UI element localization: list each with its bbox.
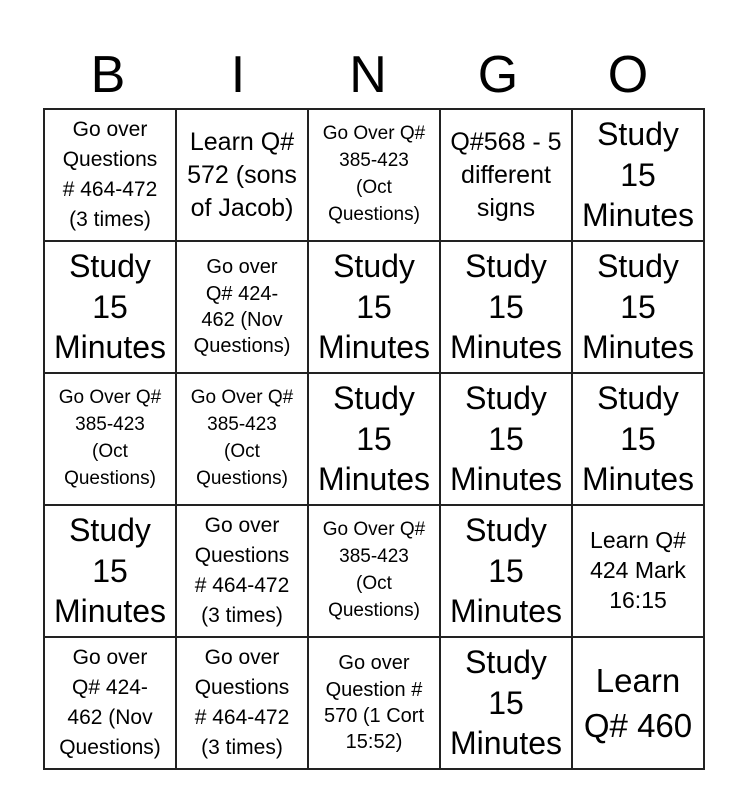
cell-text: [177, 254, 307, 360]
cell-line: 15: [92, 552, 128, 589]
cell-line: (Oct: [92, 441, 128, 462]
cell-line: Study: [597, 379, 679, 416]
cell-text: [309, 378, 439, 501]
bingo-cell-g3[interactable]: [440, 373, 572, 505]
cell-line: (Oct: [356, 573, 392, 594]
cell-line: 15: [488, 684, 524, 721]
cell-text: [177, 385, 307, 493]
header-letter-n: N: [349, 46, 387, 104]
board-row: [44, 373, 704, 505]
cell-line: Questions: [194, 543, 290, 567]
bingo-cell-i1[interactable]: [176, 109, 308, 241]
cell-line: 15: [620, 420, 656, 457]
cell-line: Minutes: [53, 329, 167, 366]
cell-text: [441, 378, 571, 501]
board-row: [44, 637, 704, 769]
cell-text: [573, 246, 703, 369]
cell-line: Questions: [194, 675, 290, 699]
bingo-cell-g4[interactable]: [440, 505, 572, 637]
cell-text: [573, 658, 703, 748]
cell-line: # 464-472: [194, 574, 290, 597]
cell-line: 15: [620, 288, 656, 325]
cell-line: Minutes: [449, 725, 563, 762]
cell-text: [45, 385, 175, 493]
cell-text: [45, 510, 175, 633]
cell-line: Study: [69, 247, 151, 284]
cell-text: [441, 246, 571, 369]
cell-line: # 464-472: [194, 706, 290, 729]
bingo-cell-n4[interactable]: [308, 505, 440, 637]
header-letter-b: B: [90, 46, 126, 104]
cell-line: Study: [597, 115, 679, 152]
bingo-cell-b2[interactable]: [44, 241, 176, 373]
bingo-cell-o5[interactable]: [572, 637, 704, 769]
bingo-header: [43, 44, 693, 106]
cell-line: 570 (1 Cort: [323, 705, 425, 727]
cell-line: Q#568 - 5: [450, 127, 562, 156]
cell-line: Go over: [72, 117, 148, 141]
bingo-cell-g1[interactable]: [440, 109, 572, 241]
cell-line: 15: [356, 288, 392, 325]
board-row: [44, 241, 704, 373]
header-letter-o: O: [607, 46, 649, 104]
cell-line: 15: [620, 156, 656, 193]
cell-line: Questions): [64, 467, 156, 489]
bingo-cell-i5[interactable]: [176, 637, 308, 769]
cell-line: 385-423: [207, 414, 277, 436]
cell-line: Minutes: [581, 461, 695, 498]
cell-line: Learn Q#: [590, 527, 686, 554]
cell-line: Questions): [328, 599, 420, 621]
cell-line: Questions): [193, 335, 291, 358]
cell-line: Minutes: [317, 329, 431, 366]
cell-text: [309, 121, 439, 229]
bingo-cell-i4[interactable]: [176, 505, 308, 637]
cell-line: Questions): [196, 467, 288, 489]
cell-line: (3 times): [201, 604, 283, 628]
cell-text: [45, 115, 175, 236]
bingo-cell-g2[interactable]: [440, 241, 572, 373]
cell-line: Questions: [62, 147, 158, 171]
cell-text: [177, 643, 307, 764]
cell-line: Minutes: [449, 593, 563, 630]
cell-line: (Oct: [356, 177, 392, 198]
cell-line: Study: [597, 247, 679, 284]
cell-line: 462 (Nov: [67, 706, 153, 729]
cell-line: Minutes: [581, 329, 695, 366]
cell-line: Study: [333, 379, 415, 416]
bingo-cell-n2[interactable]: [308, 241, 440, 373]
cell-line: Go over: [204, 513, 280, 537]
cell-line: # 464-472: [62, 178, 158, 201]
cell-line: Questions): [328, 203, 420, 225]
header-letter-i: I: [230, 46, 246, 104]
bingo-cell-o4[interactable]: [572, 505, 704, 637]
cell-line: Study: [465, 643, 547, 680]
cell-line: Minutes: [449, 329, 563, 366]
cell-line: of Jacob): [190, 193, 294, 222]
cell-line: different: [461, 160, 551, 189]
cell-line: Go over: [72, 645, 148, 669]
cell-line: 15:52): [345, 731, 403, 754]
cell-text: [45, 643, 175, 764]
cell-text: [441, 510, 571, 633]
cell-text: [441, 642, 571, 765]
bingo-cell-o3[interactable]: [572, 373, 704, 505]
cell-text: [573, 114, 703, 237]
cell-line: Study: [333, 247, 415, 284]
bingo-cell-n5[interactable]: [308, 637, 440, 769]
cell-line: 572 (sons: [187, 160, 297, 189]
cell-text: [573, 378, 703, 501]
cell-line: Go over: [204, 645, 280, 669]
cell-line: Go Over Q#: [58, 387, 162, 409]
cell-text: [573, 526, 703, 616]
bingo-cell-n1[interactable]: [308, 109, 440, 241]
bingo-cell-o2[interactable]: [572, 241, 704, 373]
cell-line: Go Over Q#: [322, 519, 426, 541]
cell-line: Learn: [595, 661, 681, 699]
bingo-board-body: [44, 109, 704, 769]
cell-line: Go Over Q#: [190, 387, 294, 409]
cell-line: Q# 460: [583, 707, 693, 744]
cell-line: Go over: [338, 652, 410, 675]
bingo-cell-b5[interactable]: [44, 637, 176, 769]
cell-line: Study: [465, 511, 547, 548]
cell-line: 15: [488, 552, 524, 589]
cell-line: Study: [465, 379, 547, 416]
cell-line: 385-423: [339, 150, 409, 172]
bingo-cell-i3[interactable]: [176, 373, 308, 505]
cell-line: Study: [465, 247, 547, 284]
cell-line: Q# 424-: [72, 675, 148, 699]
cell-line: Question #: [325, 678, 423, 701]
cell-text: [309, 246, 439, 369]
cell-line: 385-423: [75, 414, 145, 436]
cell-line: 15: [488, 288, 524, 325]
cell-line: Minutes: [581, 197, 695, 234]
cell-line: Minutes: [53, 593, 167, 630]
cell-text: [441, 126, 571, 225]
cell-line: (3 times): [69, 208, 151, 232]
cell-line: Minutes: [449, 461, 563, 498]
bingo-board: [43, 108, 705, 770]
cell-line: 15: [488, 420, 524, 457]
cell-line: (Oct: [224, 441, 260, 462]
board-row: [44, 109, 704, 241]
cell-line: Minutes: [317, 461, 431, 498]
cell-line: 16:15: [609, 586, 667, 613]
bingo-cell-b3[interactable]: [44, 373, 176, 505]
cell-line: Questions): [59, 736, 161, 760]
cell-text: [309, 650, 439, 756]
cell-text: [45, 246, 175, 369]
cell-text: [177, 126, 307, 225]
cell-line: signs: [476, 193, 536, 222]
bingo-cell-i2[interactable]: [176, 241, 308, 373]
bingo-cell-n3[interactable]: [308, 373, 440, 505]
header-letter-g: G: [477, 46, 519, 104]
bingo-cell-b1[interactable]: [44, 109, 176, 241]
bingo-cell-b4[interactable]: [44, 505, 176, 637]
cell-line: 424 Mark: [590, 557, 686, 584]
cell-line: Q# 424-: [205, 282, 279, 305]
cell-line: (3 times): [201, 736, 283, 760]
cell-line: 15: [356, 420, 392, 457]
bingo-cell-g5[interactable]: [440, 637, 572, 769]
cell-line: 385-423: [339, 546, 409, 568]
cell-text: [309, 517, 439, 625]
cell-line: 15: [92, 288, 128, 325]
cell-line: 462 (Nov: [201, 309, 283, 331]
board-row: [44, 505, 704, 637]
cell-line: Go Over Q#: [322, 123, 426, 145]
bingo-cell-o1[interactable]: [572, 109, 704, 241]
cell-line: Go over: [206, 256, 278, 279]
cell-line: Learn Q#: [189, 127, 295, 156]
cell-line: Study: [69, 511, 151, 548]
cell-text: [177, 511, 307, 632]
